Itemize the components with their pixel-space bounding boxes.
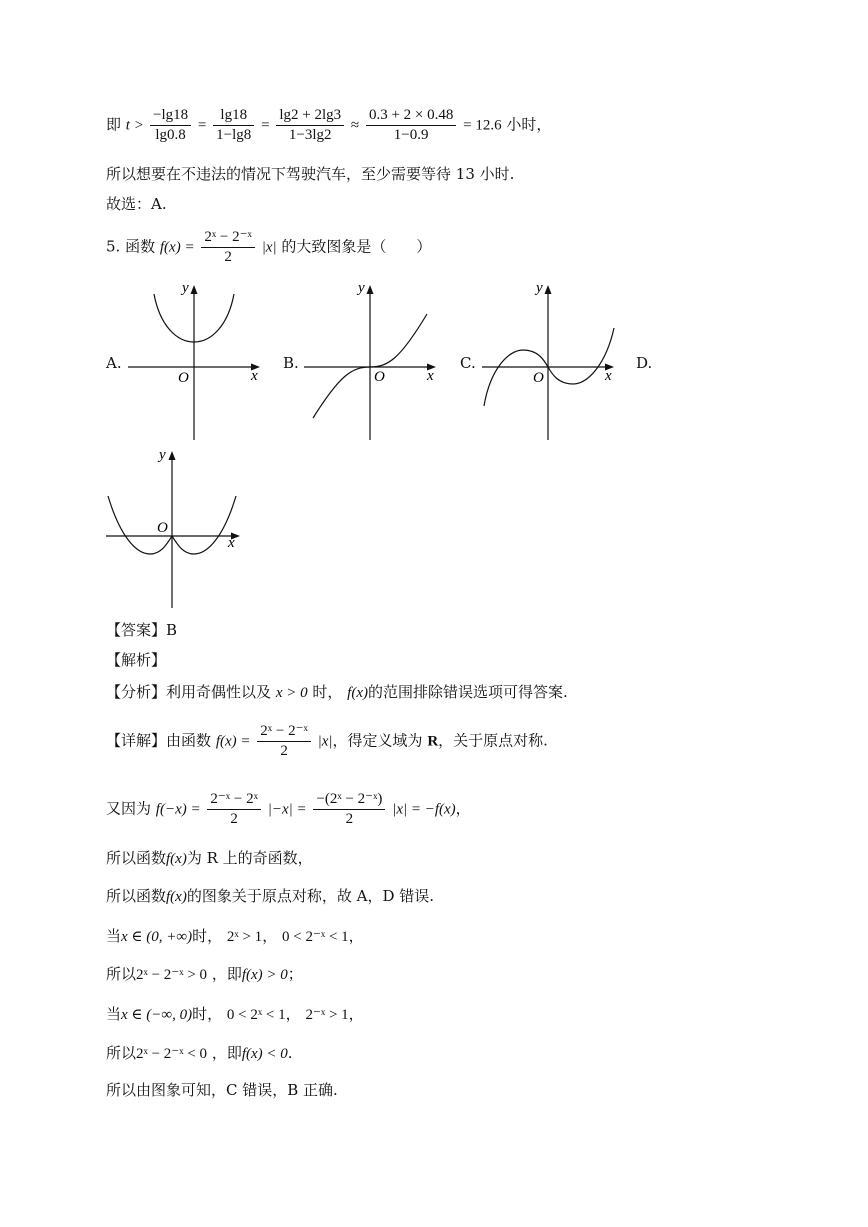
fraction: $\frac{0.3 + 2 \times 0.48}{1-0.9}$ — [366, 106, 456, 145]
fraction: $\frac{\text{−(2ˣ − 2⁻ˣ)}}{2}$ — [313, 790, 385, 829]
fraction: $\frac{\lg 18}{1-\lg 8}$ — [213, 106, 254, 145]
x-axis-label: x — [251, 368, 258, 384]
y-axis-label: y — [159, 447, 166, 463]
y-axis-label: y — [358, 280, 365, 296]
conclusion: 所以由图象可知，C 错误，B 正确. — [106, 1081, 338, 1099]
y-axis-arrow — [169, 451, 176, 460]
odd-function-line: 所以函数f(x)为 R 上的奇函数， — [106, 849, 313, 867]
origin-label: O — [157, 520, 168, 536]
solution-line-2: 所以想要在不违法的情况下驾驶汽车，至少需要等待 13 小时. — [106, 165, 515, 183]
graph-option-d — [100, 446, 250, 610]
result-negative: 所以2ˣ − 2⁻ˣ < 0 ，即f(x) < 0. — [106, 1044, 293, 1062]
fraction: $\frac{\text{2ˣ − 2⁻ˣ}}{2}$ — [257, 722, 311, 761]
analysis-line: 【分析】利用奇偶性以及 x > 0 时， f(x)的范围排除错误选项可得答案. — [106, 683, 568, 701]
detail-line: 【详解】由函数 f(x) = $\frac{\text{2ˣ − 2⁻ˣ}}{2}$ |x|，得定义域为 R，关于原点对称. — [106, 723, 548, 759]
origin-label: O — [533, 370, 544, 386]
fraction: $\frac{\text{2ˣ − 2⁻ˣ}}{2}$ — [201, 228, 255, 267]
solution-line-3: 故选：A. — [106, 195, 167, 213]
option-c-label: C. — [460, 354, 476, 372]
answer: 【答案】B — [106, 621, 178, 639]
option-d-label: D. — [636, 354, 653, 372]
graph-option-b — [300, 280, 440, 442]
case-negative: 当x ∈ (−∞, 0)时， 0 < 2ˣ < 1， 2⁻ˣ > 1， — [106, 1005, 364, 1023]
symmetry-line: 所以函数f(x)的图象关于原点对称，故 A，D 错误. — [106, 887, 435, 905]
solution-line-1: 即 t > $\frac{-\lg 18}{\lg 0.8}$ = $\frac{\lg 18}{1-\lg 8}$ = $\frac{\lg 2 + 2\lg 3}{1-3\lg 2}$ ≈ $\frac{0.3 + 2 \times 0.48}{1-0.9}$ = 12.6 小时， — [106, 107, 552, 143]
y-axis-label: y — [182, 280, 189, 296]
x-axis-label: x — [605, 368, 612, 384]
fraction: $\frac{-\lg 18}{\lg 0.8}$ — [150, 106, 191, 145]
y-axis-arrow — [545, 285, 552, 294]
origin-label: O — [374, 369, 385, 385]
y-axis-arrow — [191, 285, 198, 294]
x-axis-label: x — [228, 535, 235, 551]
x-axis-label: x — [427, 368, 434, 384]
graph-option-c — [478, 280, 618, 442]
option-b-label: B. — [283, 354, 299, 372]
origin-label: O — [178, 370, 189, 386]
analysis-title: 【解析】 — [106, 651, 167, 669]
odd-proof-line: 又因为 f(−x) = $\frac{\text{2⁻ˣ − 2ˣ}}{2}$ |−x| = $\frac{\text{−(2ˣ − 2⁻ˣ)}}{2}$ |x| = −f(x)， — [106, 791, 471, 827]
option-a-label: A. — [106, 354, 122, 372]
fraction: $\frac{\text{2⁻ˣ − 2ˣ}}{2}$ — [207, 790, 261, 829]
case-positive: 当x ∈ (0, +∞)时， 2ˣ > 1， 0 < 2⁻ˣ < 1， — [106, 927, 364, 945]
question-5: 5. 函数 f(x) = $\frac{\text{2ˣ − 2⁻ˣ}}{2}$ |x| 的大致图象是（ ） — [106, 229, 432, 265]
y-axis-arrow — [367, 285, 374, 294]
result-positive: 所以2ˣ − 2⁻ˣ > 0 ，即f(x) > 0； — [106, 965, 303, 983]
fraction: $\frac{\lg 2 + 2\lg 3}{1-3\lg 2}$ — [276, 106, 344, 145]
graph-option-a — [124, 280, 264, 442]
y-axis-label: y — [536, 280, 543, 296]
